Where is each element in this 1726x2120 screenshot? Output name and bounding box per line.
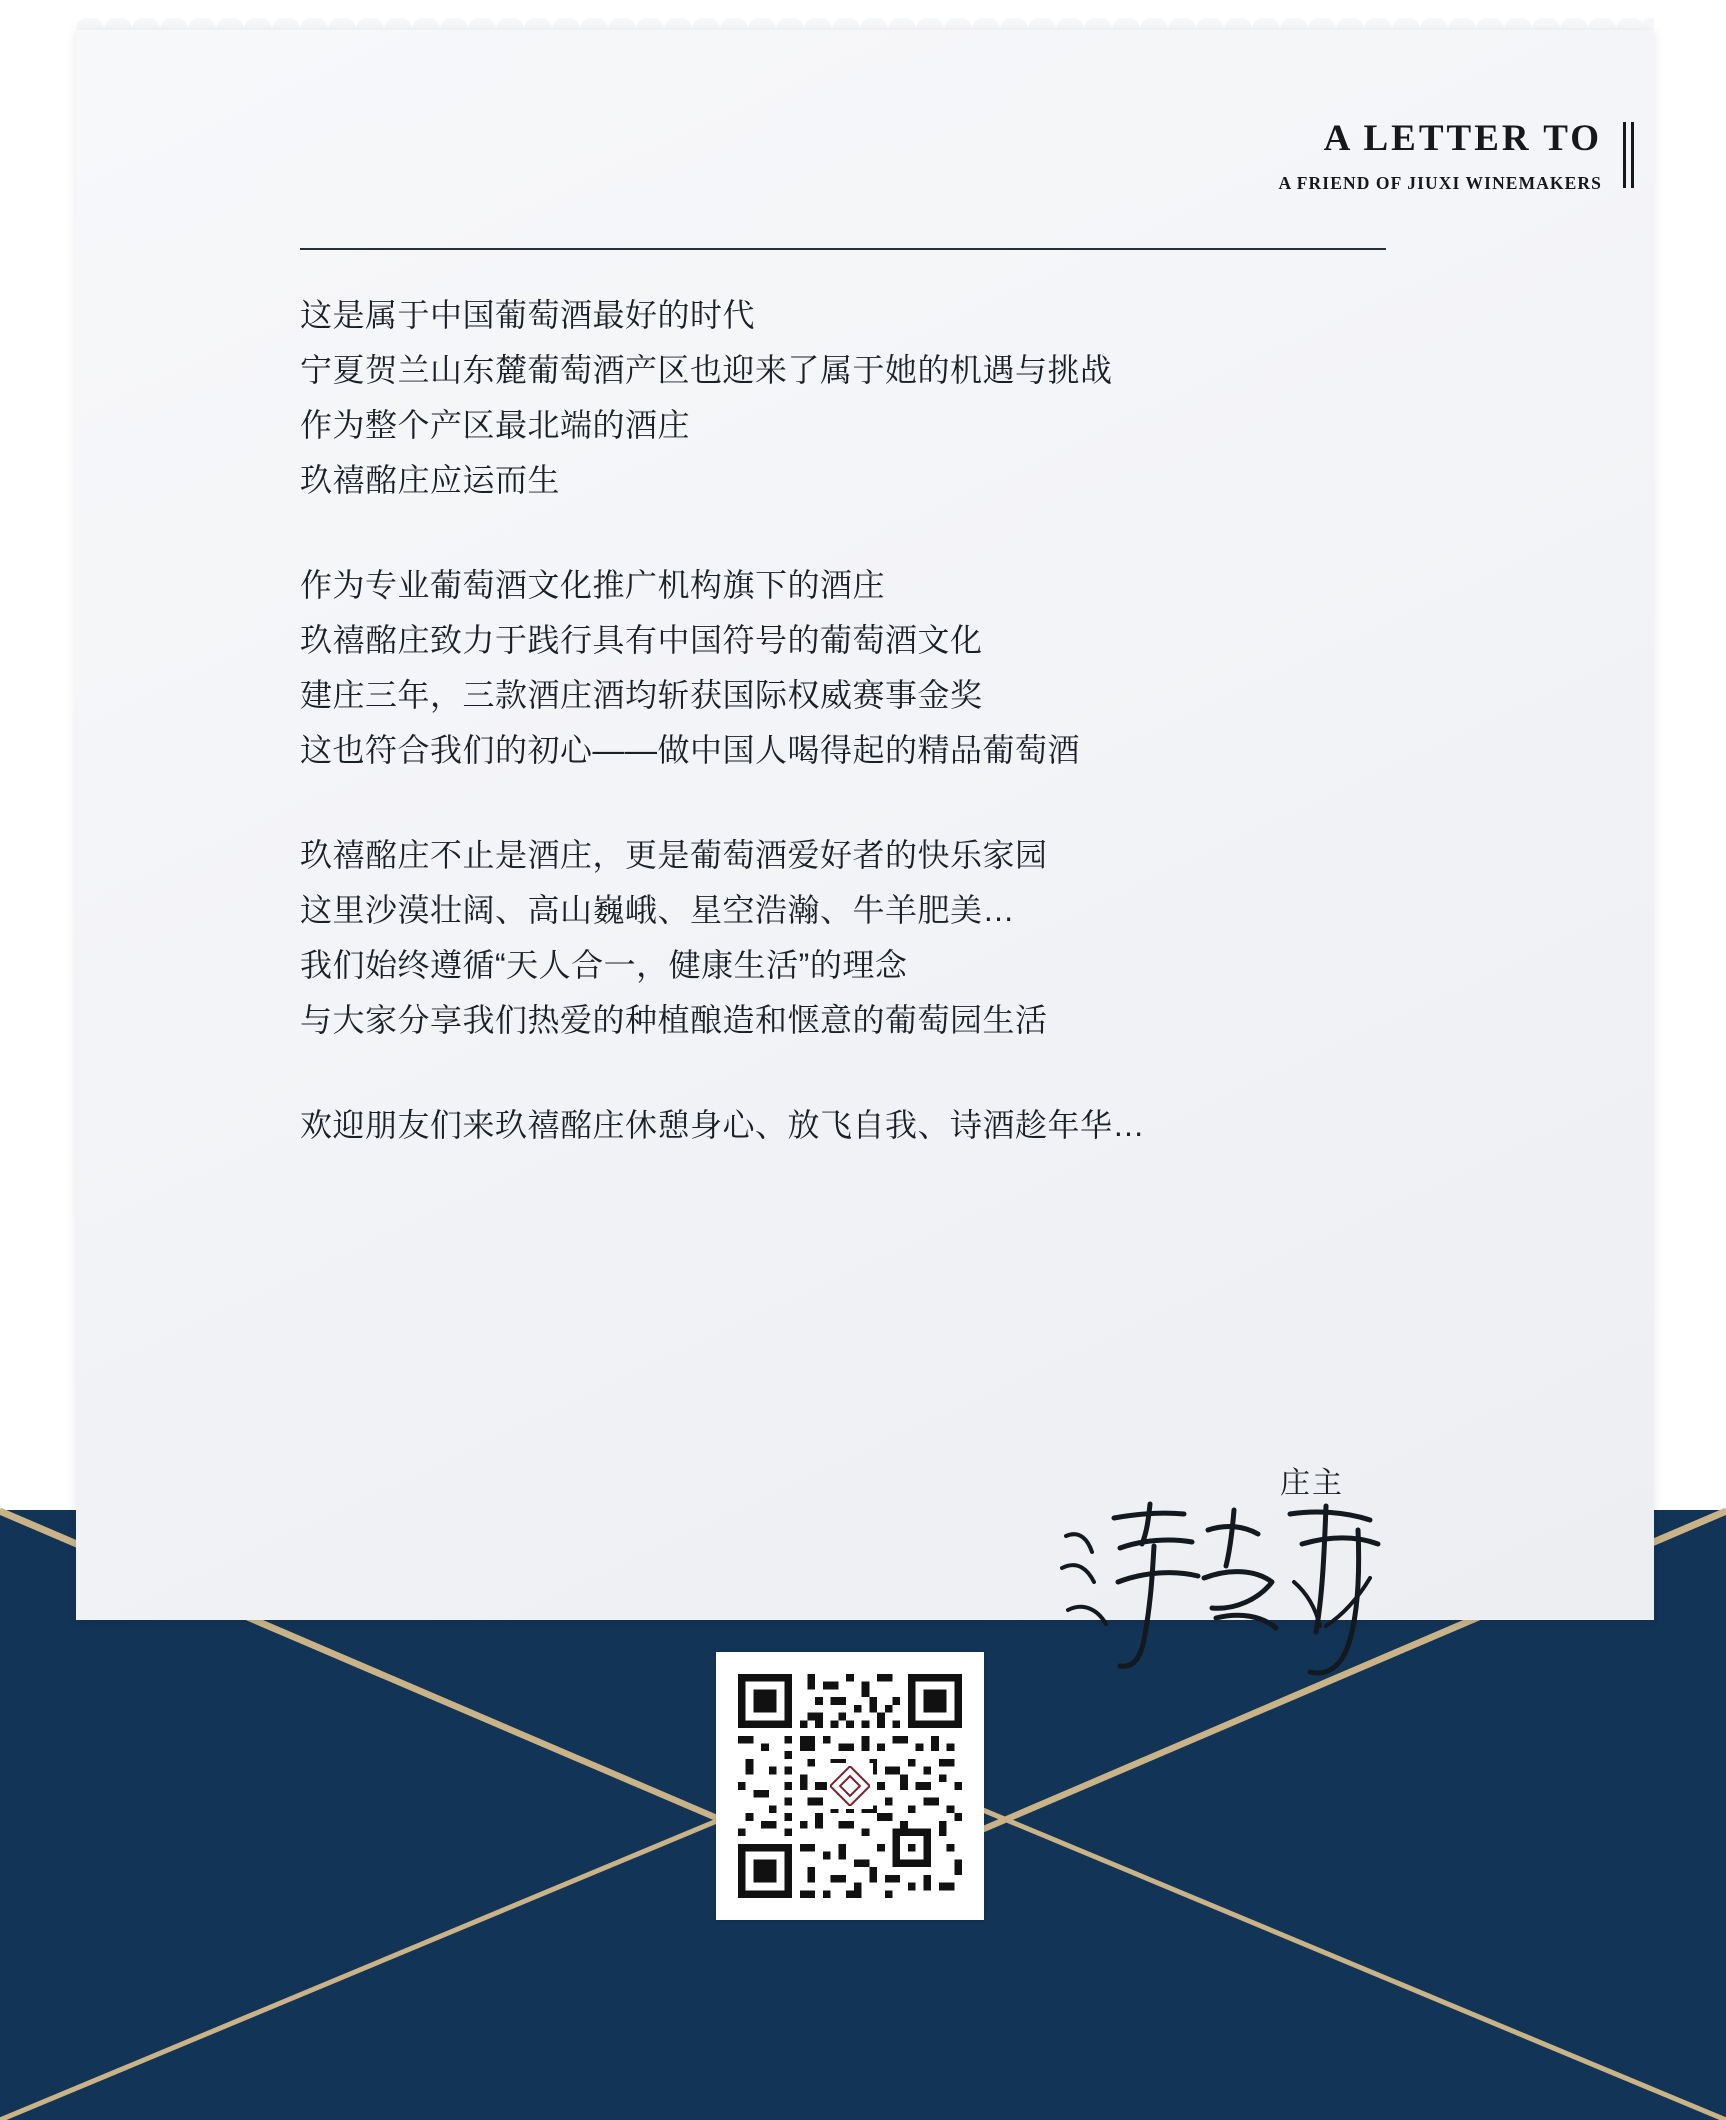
signature-label: 庄主 [1280, 1467, 1344, 1500]
header-divider [300, 248, 1386, 250]
qr-code[interactable] [716, 1652, 984, 1920]
letter-header [734, 118, 1634, 194]
body-line: 玖禧酩庄致力于践行具有中国符号的葡萄酒文化 [300, 622, 983, 659]
letter-body [300, 288, 1420, 1153]
paragraph-2 [300, 558, 1420, 778]
paragraph-3 [300, 828, 1420, 1048]
paragraph-4 [300, 1098, 1420, 1153]
page-title: A LETTER TO [1323, 118, 1602, 159]
paragraph-1 [300, 288, 1420, 508]
body-line: 这是属于中国葡萄酒最好的时代 [300, 297, 756, 333]
body-line: 玖禧酩庄不止是酒庄，更是葡萄酒爱好者的快乐家园 [300, 837, 1048, 874]
body-line: 玖禧酩庄应运而生 [300, 462, 561, 499]
page-subtitle: A FRIEND OF JIUXI WINEMAKERS [1278, 172, 1602, 193]
body-line: 这也符合我们的初心——做中国人喝得起的精品葡萄酒 [300, 732, 1081, 769]
body-line: 我们始终遵循“天人合一，健康生活”的理念 [300, 947, 908, 984]
body-line: 作为整个产区最北端的酒庄 [300, 407, 691, 444]
diamond-logo-icon [827, 1763, 873, 1809]
double-bar-ornament-icon [1618, 122, 1634, 188]
body-line: 与大家分享我们热爱的种植酿造和惬意的葡萄园生活 [300, 1002, 1048, 1039]
body-line: 建庄三年，三款酒庄酒均斩获国际权威赛事金奖 [300, 677, 983, 714]
body-line: 欢迎朋友们来玖禧酩庄休憩身心、放飞自我、诗酒趁年华… [300, 1107, 1146, 1144]
body-line: 宁夏贺兰山东麓葡萄酒产区也迎来了属于她的机遇与挑战 [300, 352, 1113, 389]
body-line: 这里沙漠壮阔、高山巍峨、星空浩瀚、牛羊肥美… [300, 892, 1016, 929]
body-line: 作为专业葡萄酒文化推广机构旗下的酒庄 [300, 567, 886, 604]
handwritten-signature-icon [1058, 1490, 1388, 1680]
